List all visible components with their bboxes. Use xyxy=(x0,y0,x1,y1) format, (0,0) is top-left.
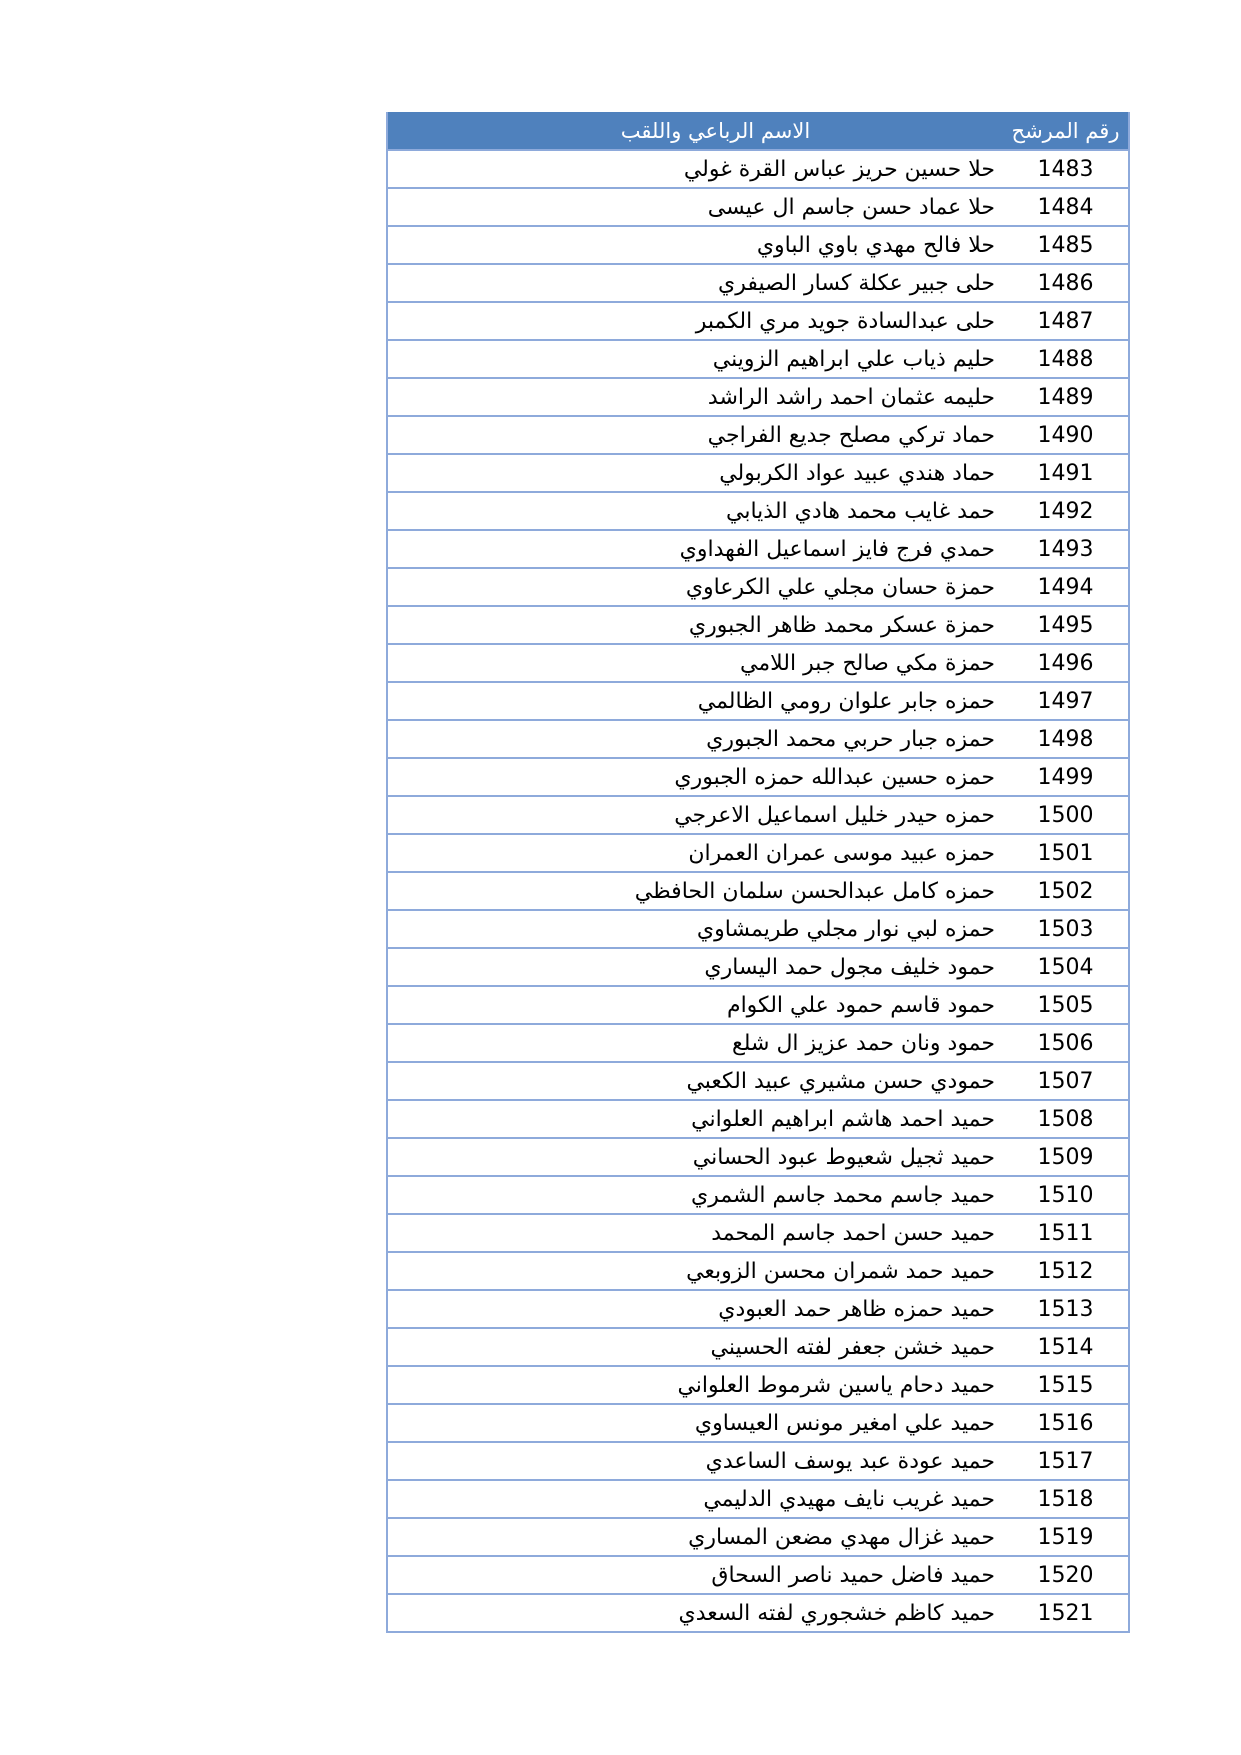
table-row xyxy=(388,985,1128,1023)
candidate-name: حميد دحام ياسين شرموط العلواني xyxy=(677,1372,995,1398)
candidate-name: حمزه جابر علوان رومي الظالمي xyxy=(697,688,995,714)
table-row xyxy=(388,833,1128,871)
table-row xyxy=(388,1137,1128,1175)
table-row xyxy=(388,795,1128,833)
table-row xyxy=(388,225,1128,263)
candidate-name: حميد عودة عبد يوسف الساعدي xyxy=(705,1448,995,1474)
table-row xyxy=(388,1251,1128,1289)
candidate-number: 1502 xyxy=(1037,878,1094,904)
table-row xyxy=(388,681,1128,719)
candidate-number: 1504 xyxy=(1037,954,1094,980)
table-row xyxy=(388,149,1128,187)
table-row xyxy=(388,187,1128,225)
candidate-number: 1512 xyxy=(1037,1258,1094,1284)
table-row xyxy=(388,1023,1128,1061)
candidate-number: 1521 xyxy=(1037,1600,1094,1626)
candidate-name: حماد تركي مصلح جديع الفراجي xyxy=(707,422,995,448)
candidate-name: حمود خليف مجول حمد اليساري xyxy=(704,954,995,980)
header-full-name: الاسم الرباعي واللقب xyxy=(620,118,811,143)
candidate-number: 1505 xyxy=(1037,992,1094,1018)
candidate-number: 1491 xyxy=(1037,460,1094,486)
candidate-name: حمزة عسكر محمد ظاهر الجبوري xyxy=(688,612,995,638)
candidate-number: 1518 xyxy=(1037,1486,1094,1512)
table-row xyxy=(388,1403,1128,1441)
table-row xyxy=(388,415,1128,453)
candidate-name: حمد غايب محمد هادي الذيابي xyxy=(726,498,995,524)
candidate-number: 1483 xyxy=(1037,156,1094,182)
candidate-name: حمزه عبيد موسى عمران العمران xyxy=(688,840,995,866)
table-row xyxy=(388,1441,1128,1479)
candidate-number: 1519 xyxy=(1037,1524,1094,1550)
candidate-name: حميد احمد هاشم ابراهيم العلواني xyxy=(691,1106,995,1132)
candidate-number: 1514 xyxy=(1037,1334,1094,1360)
candidate-number: 1486 xyxy=(1037,270,1094,296)
candidate-number: 1485 xyxy=(1037,232,1094,258)
candidate-name: حمودي حسن مشيري عبيد الكعبي xyxy=(686,1068,995,1094)
candidate-name: حميد ثجيل شعيوط عبود الحساني xyxy=(692,1144,995,1170)
candidate-name: حميد علي امغير مونس العيساوي xyxy=(694,1410,995,1436)
candidate-number: 1494 xyxy=(1037,574,1094,600)
table-row xyxy=(388,871,1128,909)
candidate-number: 1493 xyxy=(1037,536,1094,562)
candidate-name: حمود قاسم حمود علي الكوام xyxy=(726,992,995,1018)
candidate-name: حمود ونان حمد عزيز ال شلع xyxy=(732,1030,995,1056)
table-row xyxy=(388,719,1128,757)
candidate-number: 1488 xyxy=(1037,346,1094,372)
table-row xyxy=(388,1213,1128,1251)
table-row xyxy=(388,529,1128,567)
candidate-number: 1500 xyxy=(1037,802,1094,828)
candidate-name: حلا فالح مهدي باوي الباوي xyxy=(756,232,995,258)
candidate-number: 1516 xyxy=(1037,1410,1094,1436)
table-row xyxy=(388,1517,1128,1555)
candidate-number: 1496 xyxy=(1037,650,1094,676)
table-header xyxy=(388,112,1128,149)
table-row xyxy=(388,339,1128,377)
candidate-name: حمدي فرج فايز اسماعيل الفهداوي xyxy=(679,536,995,562)
table-row xyxy=(388,1593,1128,1631)
candidate-name: حمزه حسين عبدالله حمزه الجبوري xyxy=(674,764,995,790)
candidate-number: 1511 xyxy=(1037,1220,1094,1246)
candidate-number: 1517 xyxy=(1037,1448,1094,1474)
table-row xyxy=(388,605,1128,643)
candidate-number: 1492 xyxy=(1037,498,1094,524)
table-row xyxy=(388,377,1128,415)
table-row xyxy=(388,301,1128,339)
candidate-name: حميد غريب نايف مهيدي الدليمي xyxy=(703,1486,995,1512)
table-body xyxy=(388,149,1128,1631)
candidate-name: حميد خشن جعفر لفته الحسيني xyxy=(710,1334,995,1360)
candidate-name: حلى جبير عكلة كسار الصيفري xyxy=(717,270,995,296)
table-row xyxy=(388,1365,1128,1403)
table-row xyxy=(388,263,1128,301)
candidate-name: حلا حسين حريز عباس القرة غولي xyxy=(683,156,995,182)
table-row xyxy=(388,1175,1128,1213)
candidate-name: حميد كاظم خشجوري لفته السعدي xyxy=(678,1600,995,1626)
table-row xyxy=(388,643,1128,681)
candidate-name: حليمه عثمان احمد راشد الراشد xyxy=(707,384,995,410)
candidate-number: 1513 xyxy=(1037,1296,1094,1322)
candidate-name: حميد غزال مهدي مضعن المساري xyxy=(688,1524,995,1550)
table-row xyxy=(388,909,1128,947)
candidate-name: حميد حسن احمد جاسم المحمد xyxy=(711,1220,995,1246)
table-row xyxy=(388,491,1128,529)
table-row xyxy=(388,1555,1128,1593)
candidate-name: حميد حمزه ظاهر حمد العبودي xyxy=(718,1296,995,1322)
table-row xyxy=(388,1099,1128,1137)
table-row xyxy=(388,1061,1128,1099)
candidate-number: 1501 xyxy=(1037,840,1094,866)
candidate-name: حمزة حسان مجلي علي الكرعاوي xyxy=(685,574,995,600)
candidate-name: حليم ذياب علي ابراهيم الزويني xyxy=(712,346,995,372)
candidate-number: 1506 xyxy=(1037,1030,1094,1056)
candidate-name: حميد حمد شمران محسن الزوبعي xyxy=(686,1258,995,1284)
table-row xyxy=(388,567,1128,605)
candidate-number: 1510 xyxy=(1037,1182,1094,1208)
candidate-number: 1490 xyxy=(1037,422,1094,448)
candidate-number: 1497 xyxy=(1037,688,1094,714)
table-row xyxy=(388,1479,1128,1517)
candidates-table xyxy=(386,112,1130,1633)
candidate-number: 1515 xyxy=(1037,1372,1094,1398)
candidate-name: حمزه كامل عبدالحسن سلمان الحافظي xyxy=(634,878,995,904)
table-row xyxy=(388,1289,1128,1327)
candidate-number: 1495 xyxy=(1037,612,1094,638)
candidate-number: 1507 xyxy=(1037,1068,1094,1094)
table-row xyxy=(388,757,1128,795)
candidate-name: حميد فاضل حميد ناصر السحاق xyxy=(711,1562,995,1588)
candidate-number: 1503 xyxy=(1037,916,1094,942)
table-row xyxy=(388,947,1128,985)
candidate-number: 1508 xyxy=(1037,1106,1094,1132)
candidate-name: حميد جاسم محمد جاسم الشمري xyxy=(690,1182,995,1208)
candidate-number: 1484 xyxy=(1037,194,1094,220)
candidate-name: حمزه حيدر خليل اسماعيل الاعرجي xyxy=(674,802,995,828)
table-row xyxy=(388,453,1128,491)
candidate-name: حمزه لبي نوار مجلي طريمشاوي xyxy=(696,916,995,942)
candidate-number: 1509 xyxy=(1037,1144,1094,1170)
candidate-name: حلا عماد حسن جاسم ال عيسى xyxy=(707,194,995,220)
candidate-number: 1498 xyxy=(1037,726,1094,752)
candidate-name: حلى عبدالسادة جويد مري الكمبر xyxy=(695,308,995,334)
candidate-name: حمزة مكي صالح جبر اللامي xyxy=(740,650,995,676)
candidate-number: 1520 xyxy=(1037,1562,1094,1588)
candidate-number: 1499 xyxy=(1037,764,1094,790)
candidate-number: 1489 xyxy=(1037,384,1094,410)
header-candidate-number: رقم المرشح xyxy=(1011,118,1120,143)
candidate-name: حمزه جبار حربي محمد الجبوري xyxy=(706,726,995,752)
candidate-name: حماد هندي عبيد عواد الكربولي xyxy=(719,460,995,486)
candidate-number: 1487 xyxy=(1037,308,1094,334)
table-row xyxy=(388,1327,1128,1365)
